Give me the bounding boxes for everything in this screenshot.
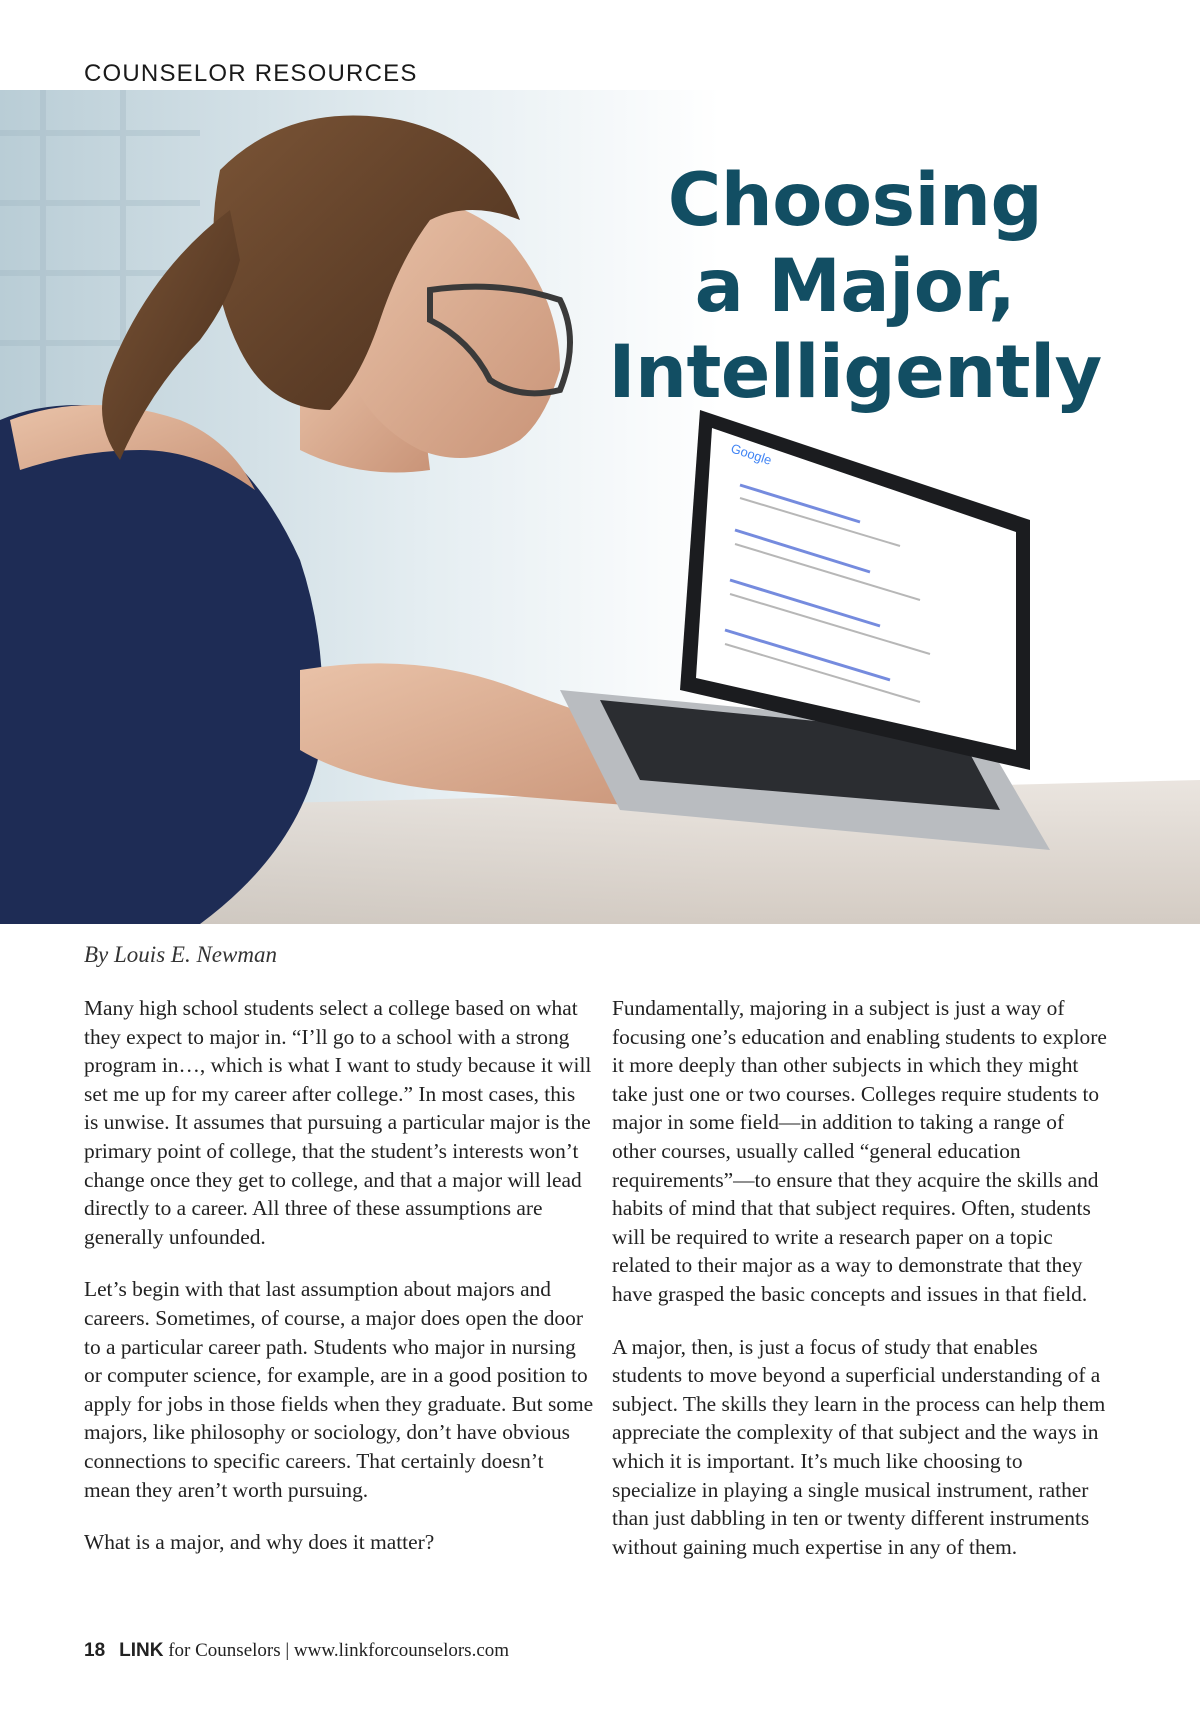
page-number: 18 <box>84 1640 106 1661</box>
brand-name: LINK <box>119 1640 164 1661</box>
title-line-1: Choosing <box>667 158 1043 243</box>
byline: By Louis E. Newman <box>84 942 277 967</box>
paragraph: Let’s begin with that last assumption about majors and careers. Sometimes, of course, a major does open the door to a particular career path. Students who major in nursing or computer science, for example, are in a good position to apply for jobs in those fields when they graduate. But some majors, like philosophy or sociology, don’t have obvious connections to specific careers. That certainly doesn’t mean they aren’t worth pursuing. <box>84 1277 594 1502</box>
section-label: COUNSELOR RESOURCES <box>84 60 418 87</box>
title-line-3: Intelligently <box>608 330 1102 415</box>
title-line-2: a Major, <box>694 244 1016 329</box>
footer-text: for Counselors | www.linkforcounselors.com <box>163 1640 510 1661</box>
paragraph: Fundamentally, majoring in a subject is just a way of focusing one’s education and enabling students to explore it more deeply than other subjects in which they might take just one or two courses. Colleges require students to major in some field—in addition to taking a range of other courses, usually called “general education requirements”—to ensure that they acquire the skills and habits of mind that that subject requires. Often, students will be required to write a research paper on a topic related to their major as a way to demonstrate that they have grasped the basic concepts and issues in that field. <box>612 996 1107 1306</box>
left-column <box>84 994 594 1581</box>
page-footer <box>84 1640 509 1662</box>
screen-logo: Google <box>729 440 774 468</box>
paragraph: A major, then, is just a focus of study that enables students to move beyond a superficial understanding of a subject. The skills they learn in the process can help them appreciate the complexity of that subject and the ways in which it is important. It’s much like choosing to specialize in playing a single musical instrument, rather than just dabbling in ten or twenty different instruments without gaining much expertise in any of them. <box>612 1334 1106 1559</box>
paragraph: Many high school students select a college based on what they expect to major in. “I’ll go to a school with a strong program in…, which is what I want to study because it will set me up for my career after college.” In most cases, this is unwise. It assumes that pursuing a particular major is the primary point of college, that the student’s interests won’t change once they get to college, and that a major will lead directly to a career. All three of these assumptions are generally unfounded. <box>84 996 592 1249</box>
subheading: What is a major, and why does it matter? <box>84 1530 435 1555</box>
article-title <box>590 158 1120 416</box>
right-column <box>612 994 1112 1585</box>
